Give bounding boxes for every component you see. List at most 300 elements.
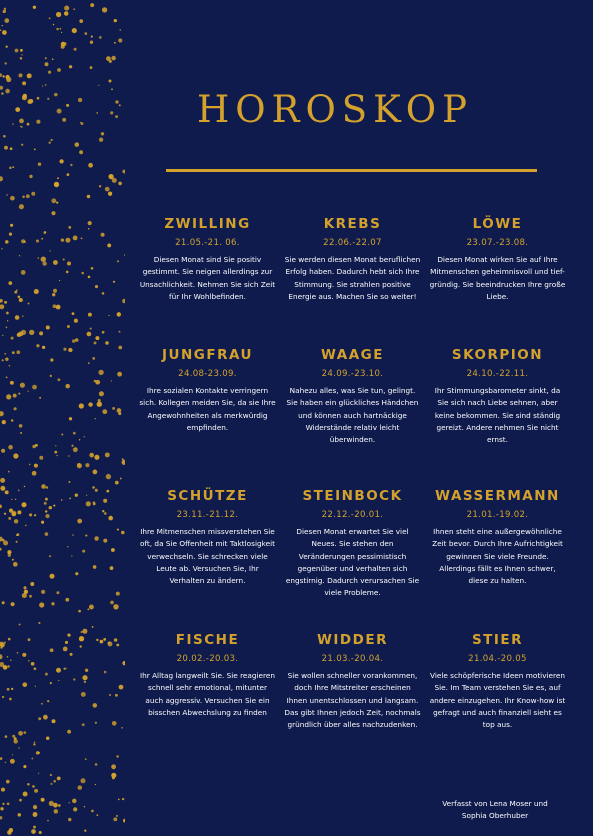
gold-dot	[50, 375, 52, 377]
gold-dot	[88, 313, 92, 317]
sign-name: WIDDER	[317, 632, 388, 648]
gold-dot	[122, 798, 124, 800]
gold-dot	[85, 463, 89, 467]
gold-dot	[98, 399, 101, 402]
gold-dot	[118, 346, 122, 350]
sign-date: 24.09.-23.10.	[321, 369, 384, 379]
gold-dot	[84, 32, 87, 35]
gold-dot	[6, 327, 8, 329]
gold-dot	[64, 11, 68, 15]
gold-dot	[114, 638, 118, 642]
gold-dot	[77, 463, 80, 466]
gold-dot	[56, 668, 61, 673]
gold-dot	[85, 758, 87, 760]
gold-dot	[50, 682, 52, 684]
gold-dot	[11, 499, 12, 500]
page-title: HOROSKOP	[196, 88, 474, 131]
gold-dot	[22, 81, 26, 85]
gold-dot	[51, 602, 54, 605]
gold-dot	[32, 385, 37, 390]
gold-dot	[32, 445, 36, 449]
gold-dot	[117, 372, 122, 377]
gold-dot	[20, 383, 25, 388]
gold-dot	[116, 592, 120, 596]
gold-dot	[111, 88, 113, 90]
gold-dot	[38, 773, 39, 774]
gold-dot	[7, 320, 8, 321]
gold-dot	[12, 735, 15, 738]
gold-dot	[45, 498, 48, 501]
gold-dot	[102, 331, 105, 334]
gold-dot	[108, 192, 112, 196]
gold-dot	[117, 529, 119, 531]
gold-dot	[88, 228, 90, 230]
gold-dot	[47, 820, 48, 821]
sign-fische	[135, 631, 280, 719]
gold-dot	[5, 735, 8, 738]
gold-dot	[66, 104, 69, 107]
gold-dot	[91, 267, 94, 270]
gold-dot	[111, 56, 116, 61]
gold-dot	[4, 146, 8, 150]
gold-dot	[38, 163, 41, 166]
gold-dot	[29, 513, 32, 516]
gold-dot	[52, 719, 56, 723]
gold-dot	[48, 71, 51, 74]
gold-dot	[26, 194, 30, 198]
gold-dot	[33, 826, 36, 829]
gold-dot	[34, 514, 36, 516]
gold-dot	[36, 239, 39, 242]
gold-dot	[80, 122, 82, 124]
gold-dot	[9, 698, 12, 701]
gold-dot	[93, 502, 96, 505]
gold-dot	[1, 449, 5, 453]
gold-dot	[109, 694, 111, 696]
gold-dot	[72, 339, 75, 342]
gold-dot	[53, 780, 56, 783]
gold-dot	[65, 641, 68, 644]
gold-dot	[50, 250, 51, 251]
gold-dot	[21, 502, 26, 507]
gold-dot	[2, 75, 4, 77]
gold-dot	[60, 28, 62, 30]
gold-dot	[2, 420, 6, 424]
gold-dot	[25, 525, 27, 527]
gold-dot	[114, 19, 117, 22]
gold-dot	[18, 731, 23, 736]
gold-dot	[9, 167, 12, 170]
gold-dot	[79, 19, 83, 23]
gold-dot	[5, 240, 9, 244]
gold-dot	[12, 123, 13, 124]
gold-dot	[118, 38, 122, 42]
gold-dot	[122, 661, 125, 665]
gold-dot	[29, 330, 34, 335]
gold-dot	[124, 254, 125, 255]
gold-dot	[12, 166, 14, 168]
gold-dot	[72, 534, 74, 536]
gold-dot	[11, 337, 14, 340]
gold-dot	[42, 346, 45, 349]
gold-dot	[61, 238, 64, 241]
gold-dot	[115, 481, 119, 485]
gold-dot	[118, 182, 122, 186]
gold-dot	[116, 644, 119, 647]
sign-zwilling	[135, 215, 280, 303]
gold-dot	[27, 783, 30, 786]
gold-dot	[12, 512, 16, 516]
gold-dot	[0, 176, 3, 181]
gold-dot	[82, 550, 85, 553]
gold-dot	[58, 680, 59, 681]
gold-dot	[18, 73, 22, 77]
gold-dot	[21, 239, 25, 243]
gold-dot	[58, 378, 61, 381]
gold-dot	[56, 591, 59, 594]
gold-dot	[111, 548, 115, 552]
gold-dot	[113, 817, 117, 821]
gold-dot	[82, 723, 85, 726]
gold-dot	[81, 692, 86, 697]
gold-dot	[35, 686, 36, 687]
gold-dot	[29, 595, 32, 598]
gold-dot	[54, 93, 58, 97]
gold-dot	[81, 272, 84, 275]
gold-dot	[49, 555, 51, 557]
gold-dot	[121, 531, 125, 535]
gold-dot	[105, 341, 108, 344]
gold-dot	[68, 226, 71, 229]
gold-dot	[102, 292, 105, 295]
gold-dot	[10, 147, 13, 150]
gold-dot	[72, 28, 77, 33]
gold-dot	[122, 458, 124, 460]
gold-dot	[22, 95, 27, 100]
gold-dot	[45, 514, 49, 518]
gold-dot	[123, 819, 125, 823]
gold-dot	[49, 506, 52, 509]
gold-dot	[18, 490, 20, 492]
gold-dot	[79, 636, 84, 641]
gold-dot	[11, 602, 15, 606]
gold-dot	[117, 408, 122, 413]
gold-dot	[38, 717, 41, 720]
gold-dot	[53, 505, 55, 507]
gold-dot	[67, 730, 71, 734]
sign-name: STIER	[471, 632, 524, 648]
gold-dot	[52, 293, 55, 296]
gold-dot	[39, 456, 43, 460]
gold-dot	[57, 109, 62, 114]
gold-dot	[68, 818, 71, 821]
gold-dot	[45, 84, 47, 86]
gold-dot	[106, 490, 109, 493]
gold-dot	[23, 792, 28, 797]
gold-dot	[73, 807, 77, 811]
gold-dot	[119, 331, 121, 333]
gold-dot	[7, 688, 10, 691]
gold-dot	[116, 815, 118, 817]
gold-dot	[86, 495, 87, 496]
gold-dot	[95, 285, 98, 288]
gold-dot	[5, 45, 7, 47]
gold-dot	[21, 54, 22, 55]
gold-dot	[81, 631, 83, 633]
gold-dot	[16, 350, 20, 354]
gold-dot	[2, 601, 5, 604]
gold-dot	[57, 68, 61, 72]
sign-name: STEINBOCK	[302, 488, 403, 504]
gold-dot	[20, 432, 22, 434]
gold-dot	[19, 204, 24, 209]
gold-dot	[0, 548, 2, 551]
gold-dot	[73, 8, 75, 10]
gold-dot	[109, 60, 112, 63]
gold-dot	[24, 486, 25, 487]
gold-dot	[70, 164, 72, 166]
gold-dot	[54, 182, 59, 187]
sign-wassermann	[425, 487, 570, 587]
gold-dot	[1, 788, 5, 792]
gold-dot	[50, 358, 53, 361]
sign-text: Diesen Monat sind Sie positiv gestimmt. Sie neigen allerdings zur Unsachlichkeit. Nehmen Sie sich Zeit für Ihr Wohlbefinden.	[139, 255, 276, 301]
gold-dot	[72, 799, 77, 804]
gold-dot	[68, 455, 70, 457]
gold-dot	[29, 99, 33, 103]
gold-dot	[118, 799, 120, 801]
gold-dot	[112, 776, 115, 779]
gold-confetti-dots	[0, 0, 125, 836]
gold-dot	[95, 722, 97, 724]
gold-dot	[36, 751, 40, 755]
gold-dot	[103, 638, 106, 641]
gold-dot	[59, 280, 60, 281]
gold-dot	[10, 659, 12, 661]
gold-dot	[45, 62, 49, 66]
sign-text: Ihr Alltag langweilt Sie. Sie reagieren schnell sehr emotional, mitunter auch aggressiv. Versuchen Sie ein bisschen Abwechslung zu finden	[139, 671, 276, 717]
gold-dot	[19, 119, 24, 124]
gold-dot	[15, 315, 20, 320]
gold-dot	[108, 516, 113, 521]
gold-dot	[34, 289, 39, 294]
gold-dot	[75, 494, 78, 497]
gold-dot	[87, 195, 91, 199]
gold-dot	[53, 260, 58, 265]
gold-dot	[10, 224, 13, 227]
gold-dot	[105, 452, 110, 457]
gold-dot	[53, 289, 57, 293]
gold-dot	[5, 762, 6, 763]
sign-date: 21.04.-20.05	[468, 654, 527, 664]
gold-dot	[95, 380, 100, 385]
gold-dot	[59, 159, 63, 163]
gold-dot	[117, 260, 119, 262]
gold-dot	[63, 647, 68, 652]
gold-dot	[5, 18, 10, 23]
gold-dot	[62, 118, 66, 122]
gold-dot	[106, 474, 111, 479]
gold-dot	[92, 357, 95, 360]
gold-dot	[95, 336, 99, 340]
sign-text: Nahezu alles, was Sie tun, gelingt. Sie haben ein glückliches Händchen und können auch hartnäckige Widerstände relativ leicht überwinden.	[286, 386, 419, 445]
gold-dot	[47, 700, 49, 702]
gold-dot	[14, 407, 17, 410]
gold-dot	[45, 673, 48, 676]
gold-dot	[45, 510, 47, 512]
gold-dot	[78, 785, 83, 790]
gold-dot	[21, 330, 26, 335]
gold-dot	[92, 626, 94, 628]
gold-dot	[45, 57, 47, 59]
gold-dot	[0, 757, 2, 760]
gold-dot	[94, 536, 99, 541]
sign-text: Diesen Monat erwartet Sie viel Neues. Sie stehen den Veränderungen pessimistisch gegenüber und verhalten sich engstirnig. Dadurch verursachen Sie viele Probleme.	[285, 527, 420, 598]
gold-dot	[89, 605, 94, 610]
gold-dot	[19, 799, 22, 802]
gold-dot	[30, 582, 34, 586]
gold-dot	[67, 546, 68, 547]
gold-dot	[22, 196, 25, 199]
gold-dot	[0, 86, 3, 90]
gold-dot	[0, 504, 2, 508]
gold-dot	[66, 271, 69, 274]
gold-dot	[75, 338, 79, 342]
gold-dot	[73, 432, 76, 435]
gold-dot	[112, 407, 115, 410]
gold-dot	[93, 470, 98, 475]
sign-loewe	[425, 215, 570, 303]
gold-dot	[88, 221, 92, 225]
sign-jungfrau	[135, 346, 280, 434]
gold-dot	[32, 471, 37, 476]
gold-dot	[81, 237, 83, 239]
gold-dot	[41, 484, 45, 488]
gold-dot	[20, 57, 23, 60]
sign-name: WASSERMANN	[435, 488, 560, 504]
gold-dot	[6, 377, 8, 379]
gold-dot	[46, 486, 49, 489]
gold-dot	[17, 533, 20, 536]
gold-dot	[108, 315, 109, 316]
gold-dot	[65, 238, 70, 243]
gold-dot	[5, 490, 9, 494]
gold-dot	[100, 640, 104, 644]
gold-dot	[31, 192, 35, 196]
sign-name: WAAGE	[321, 347, 384, 363]
gold-dot	[14, 291, 17, 294]
gold-dot	[28, 638, 31, 641]
gold-dot	[102, 510, 104, 512]
gold-dot	[34, 789, 38, 793]
gold-dot	[7, 830, 12, 835]
gold-dot	[96, 814, 98, 816]
gold-dot	[11, 419, 13, 421]
gold-dot	[7, 656, 9, 658]
gold-dot	[1, 92, 3, 94]
gold-dot	[8, 517, 11, 520]
gold-dot	[64, 6, 69, 11]
gold-dot	[10, 381, 14, 385]
gold-dot	[109, 80, 112, 83]
sign-date: 21.03.-20.04.	[321, 654, 384, 664]
gold-dot	[3, 11, 5, 13]
gold-dot	[119, 685, 124, 690]
gold-dot	[110, 566, 114, 570]
gold-dot	[90, 41, 93, 44]
gold-dot	[41, 703, 43, 705]
gold-dot	[99, 138, 103, 142]
gold-dot	[27, 390, 28, 391]
gold-dot	[72, 312, 75, 315]
gold-dot	[58, 804, 61, 807]
gold-dot	[84, 830, 86, 832]
gold-dot	[85, 535, 87, 537]
gold-dot	[102, 7, 107, 12]
gold-dot	[23, 731, 26, 734]
gold-dot	[89, 453, 94, 458]
gold-dot	[41, 798, 45, 802]
gold-dot	[18, 747, 20, 749]
gold-dot	[70, 653, 73, 656]
gold-dot	[4, 353, 6, 355]
gold-dot	[41, 257, 46, 262]
gold-dot	[85, 669, 88, 672]
gold-dot	[19, 255, 20, 256]
gold-dot	[18, 813, 22, 817]
gold-dot	[46, 325, 50, 329]
gold-dot	[111, 764, 116, 769]
gold-dot	[36, 344, 39, 347]
gold-dot	[41, 590, 45, 594]
gold-dot	[77, 519, 82, 524]
sign-date: 23.11.-21.12.	[176, 510, 239, 520]
gold-dot	[101, 233, 105, 237]
gold-dot	[117, 312, 121, 316]
gold-dot	[88, 362, 90, 364]
gold-dot	[10, 759, 15, 764]
gold-dot	[87, 609, 89, 611]
gold-dot	[90, 328, 92, 330]
gold-dot	[87, 332, 92, 337]
gold-dot	[15, 107, 20, 112]
gold-dot	[17, 510, 21, 514]
gold-dot	[0, 73, 2, 77]
gold-dot	[107, 243, 111, 247]
gold-dot	[95, 489, 98, 492]
gold-dot	[45, 532, 49, 536]
gold-dot	[69, 417, 72, 420]
gold-dot	[68, 481, 70, 483]
gold-dot	[122, 460, 125, 465]
sign-waage	[280, 346, 425, 446]
gold-dot	[91, 36, 93, 38]
gold-dot	[80, 645, 82, 647]
gold-dot	[74, 319, 78, 323]
gold-dot	[31, 829, 36, 834]
gold-dot	[7, 665, 9, 667]
gold-dot	[65, 598, 69, 602]
gold-dot	[113, 604, 118, 609]
gold-dot	[13, 394, 17, 398]
sign-date: 24.08-23.09.	[178, 369, 237, 379]
gold-dot	[120, 29, 122, 31]
sign-skorpion	[425, 346, 570, 446]
gold-dot	[65, 384, 70, 389]
gold-dot	[75, 572, 78, 575]
gold-dot	[98, 370, 103, 375]
gold-dot	[2, 803, 4, 805]
